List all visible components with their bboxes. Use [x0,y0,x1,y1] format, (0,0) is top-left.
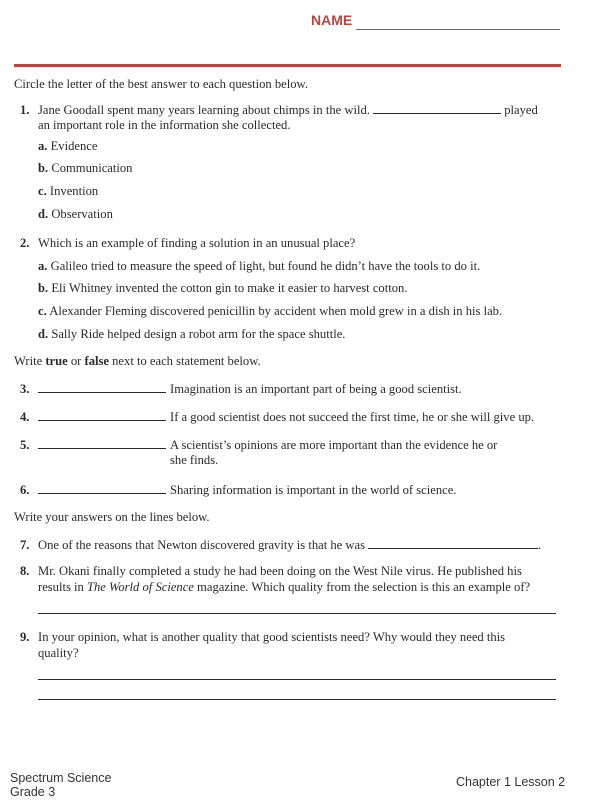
section1-instruction: Circle the letter of the best answer to each question below. [14,77,308,91]
footer-grade: Grade 3 [10,785,56,799]
q1-option-d[interactable]: d. Observation [38,207,113,221]
name-label: NAME [311,12,353,28]
footer-chapter: Chapter 1 Lesson 2 [456,775,566,789]
answer-line[interactable] [38,679,556,680]
section2-instruction: Write true or false next to each statement below. [14,354,261,368]
q2-option-b[interactable]: b. Eli Whitney invented the cotton gin to make it easier to harvest cotton. [38,281,408,295]
answer-line[interactable] [38,699,556,700]
statement-4: 4. If a good scientist does not succeed the first time, he or she will give up. [20,410,535,424]
question-text: Jane Goodall spent many years learning about chimps in the wild. [38,103,370,117]
true-false-blank[interactable] [38,436,166,449]
footer-series: Spectrum Science [10,771,112,785]
answer-blank[interactable] [373,101,501,114]
question-9-continued: quality? [38,646,79,660]
q1-option-b[interactable]: b. Communication [38,161,133,175]
question-2 [20,235,560,251]
q1-option-a[interactable]: a. Evidence [38,139,98,153]
question-1-continued: an important role in the information she collected. [38,118,291,132]
q2-option-d[interactable]: d. Sally Ride helped design a robot arm for the space shuttle. [38,327,346,341]
name-field[interactable] [356,29,560,30]
statement-6: 6. Sharing information is important in the world of science. [20,483,457,497]
q2-option-c[interactable]: c. Alexander Fleming discovered penicillin by accident when mold grew in a dish in his lab. [38,304,503,318]
question-number: 2. [20,236,30,250]
q1-option-c[interactable]: c. Invention [38,184,99,198]
question-text: played [504,103,538,117]
statement-5-continued: she finds. [170,453,219,467]
answer-line[interactable] [38,613,556,614]
question-7: 7. One of the reasons that Newton discovered gravity is that he was . [20,538,542,552]
question-8-continued: results in The World of Science magazine. Which quality from the selection is this an example of? [38,580,531,594]
question-number: 1. [20,103,30,117]
true-false-blank[interactable] [38,380,166,393]
true-false-blank[interactable] [38,481,166,494]
section3-instruction: Write your answers on the lines below. [14,510,210,524]
answer-blank[interactable] [368,536,538,549]
question-1 [20,101,560,118]
header-rule [14,64,561,67]
statement-3: 3. Imagination is an important part of being a good scientist. [20,382,462,396]
q2-option-a[interactable]: a. Galileo tried to measure the speed of light, but found he didn’t have the tools to do it. [38,259,481,273]
question-9: 9. In your opinion, what is another quality that good scientists need? Why would they need this [20,630,506,644]
statement-5: 5. A scientist’s opinions are more important than the evidence he or [20,438,498,452]
question-8: 8. Mr. Okani finally completed a study he had been doing on the West Nile virus. He published his [20,564,522,578]
true-false-blank[interactable] [38,408,166,421]
question-text: Which is an example of finding a solution in an unusual place? [38,236,356,250]
